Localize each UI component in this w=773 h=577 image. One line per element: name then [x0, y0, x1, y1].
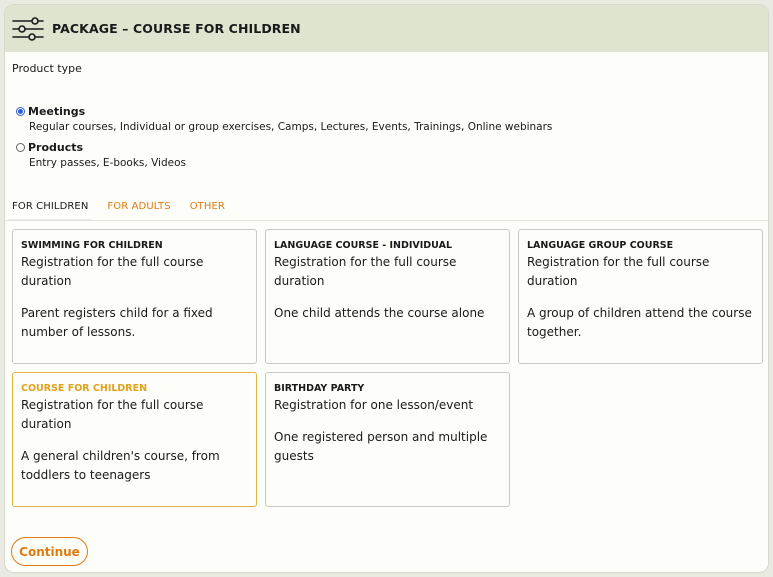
card-language-group-course[interactable]	[518, 229, 763, 364]
card-name: LANGUAGE COURSE - INDIVIDUAL	[274, 240, 452, 251]
product-type-label: Product type	[12, 62, 82, 75]
card-description: A group of children attend the course together.	[527, 306, 752, 339]
sliders-icon	[11, 14, 45, 44]
radio-desc-meetings: Regular courses, Individual or group exercises, Camps, Lectures, Events, Trainings, Online webinars	[29, 121, 553, 133]
radio-meetings[interactable]	[16, 107, 25, 116]
card-duration: Registration for the full course duration	[527, 255, 710, 288]
radio-desc-products: Entry passes, E-books, Videos	[29, 157, 186, 169]
card-description: One registered person and multiple guests	[274, 430, 488, 463]
tab-for-children[interactable]: FOR CHILDREN	[8, 201, 92, 220]
panel-header	[5, 5, 768, 52]
radio-label-products: Products	[28, 141, 84, 154]
card-description: A general children's course, from toddlers to teenagers	[21, 449, 220, 482]
package-panel	[4, 4, 769, 573]
card-duration: Registration for the full course duration	[21, 255, 204, 288]
continue-button[interactable]: Continue	[11, 537, 88, 566]
card-duration: Registration for the full course duration	[21, 398, 204, 431]
card-description: Parent registers child for a fixed number of lessons.	[21, 306, 213, 339]
category-tabs	[5, 201, 768, 221]
radio-label-meetings: Meetings	[28, 105, 86, 118]
card-swimming-for-children[interactable]	[12, 229, 257, 364]
tab-for-adults[interactable]: FOR ADULTS	[107, 201, 171, 212]
product-type-radio-group	[12, 105, 761, 169]
card-language-course-individual[interactable]	[265, 229, 510, 364]
card-birthday-party[interactable]	[265, 372, 510, 507]
card-course-for-children[interactable]	[12, 372, 257, 507]
radio-option-products[interactable]	[12, 141, 761, 169]
package-card-grid	[12, 229, 761, 519]
tab-other[interactable]: OTHER	[189, 201, 225, 212]
card-description: One child attends the course alone	[274, 306, 485, 320]
card-name: COURSE FOR CHILDREN	[21, 383, 148, 394]
card-duration: Registration for one lesson/event	[274, 398, 474, 412]
radio-products[interactable]	[16, 143, 25, 152]
radio-option-meetings[interactable]	[12, 105, 761, 133]
card-name: LANGUAGE GROUP COURSE	[527, 240, 674, 251]
card-name: BIRTHDAY PARTY	[274, 383, 365, 394]
page-title: PACKAGE – COURSE FOR CHILDREN	[52, 21, 301, 36]
card-duration: Registration for the full course duration	[274, 255, 457, 288]
card-name: SWIMMING FOR CHILDREN	[21, 240, 163, 251]
